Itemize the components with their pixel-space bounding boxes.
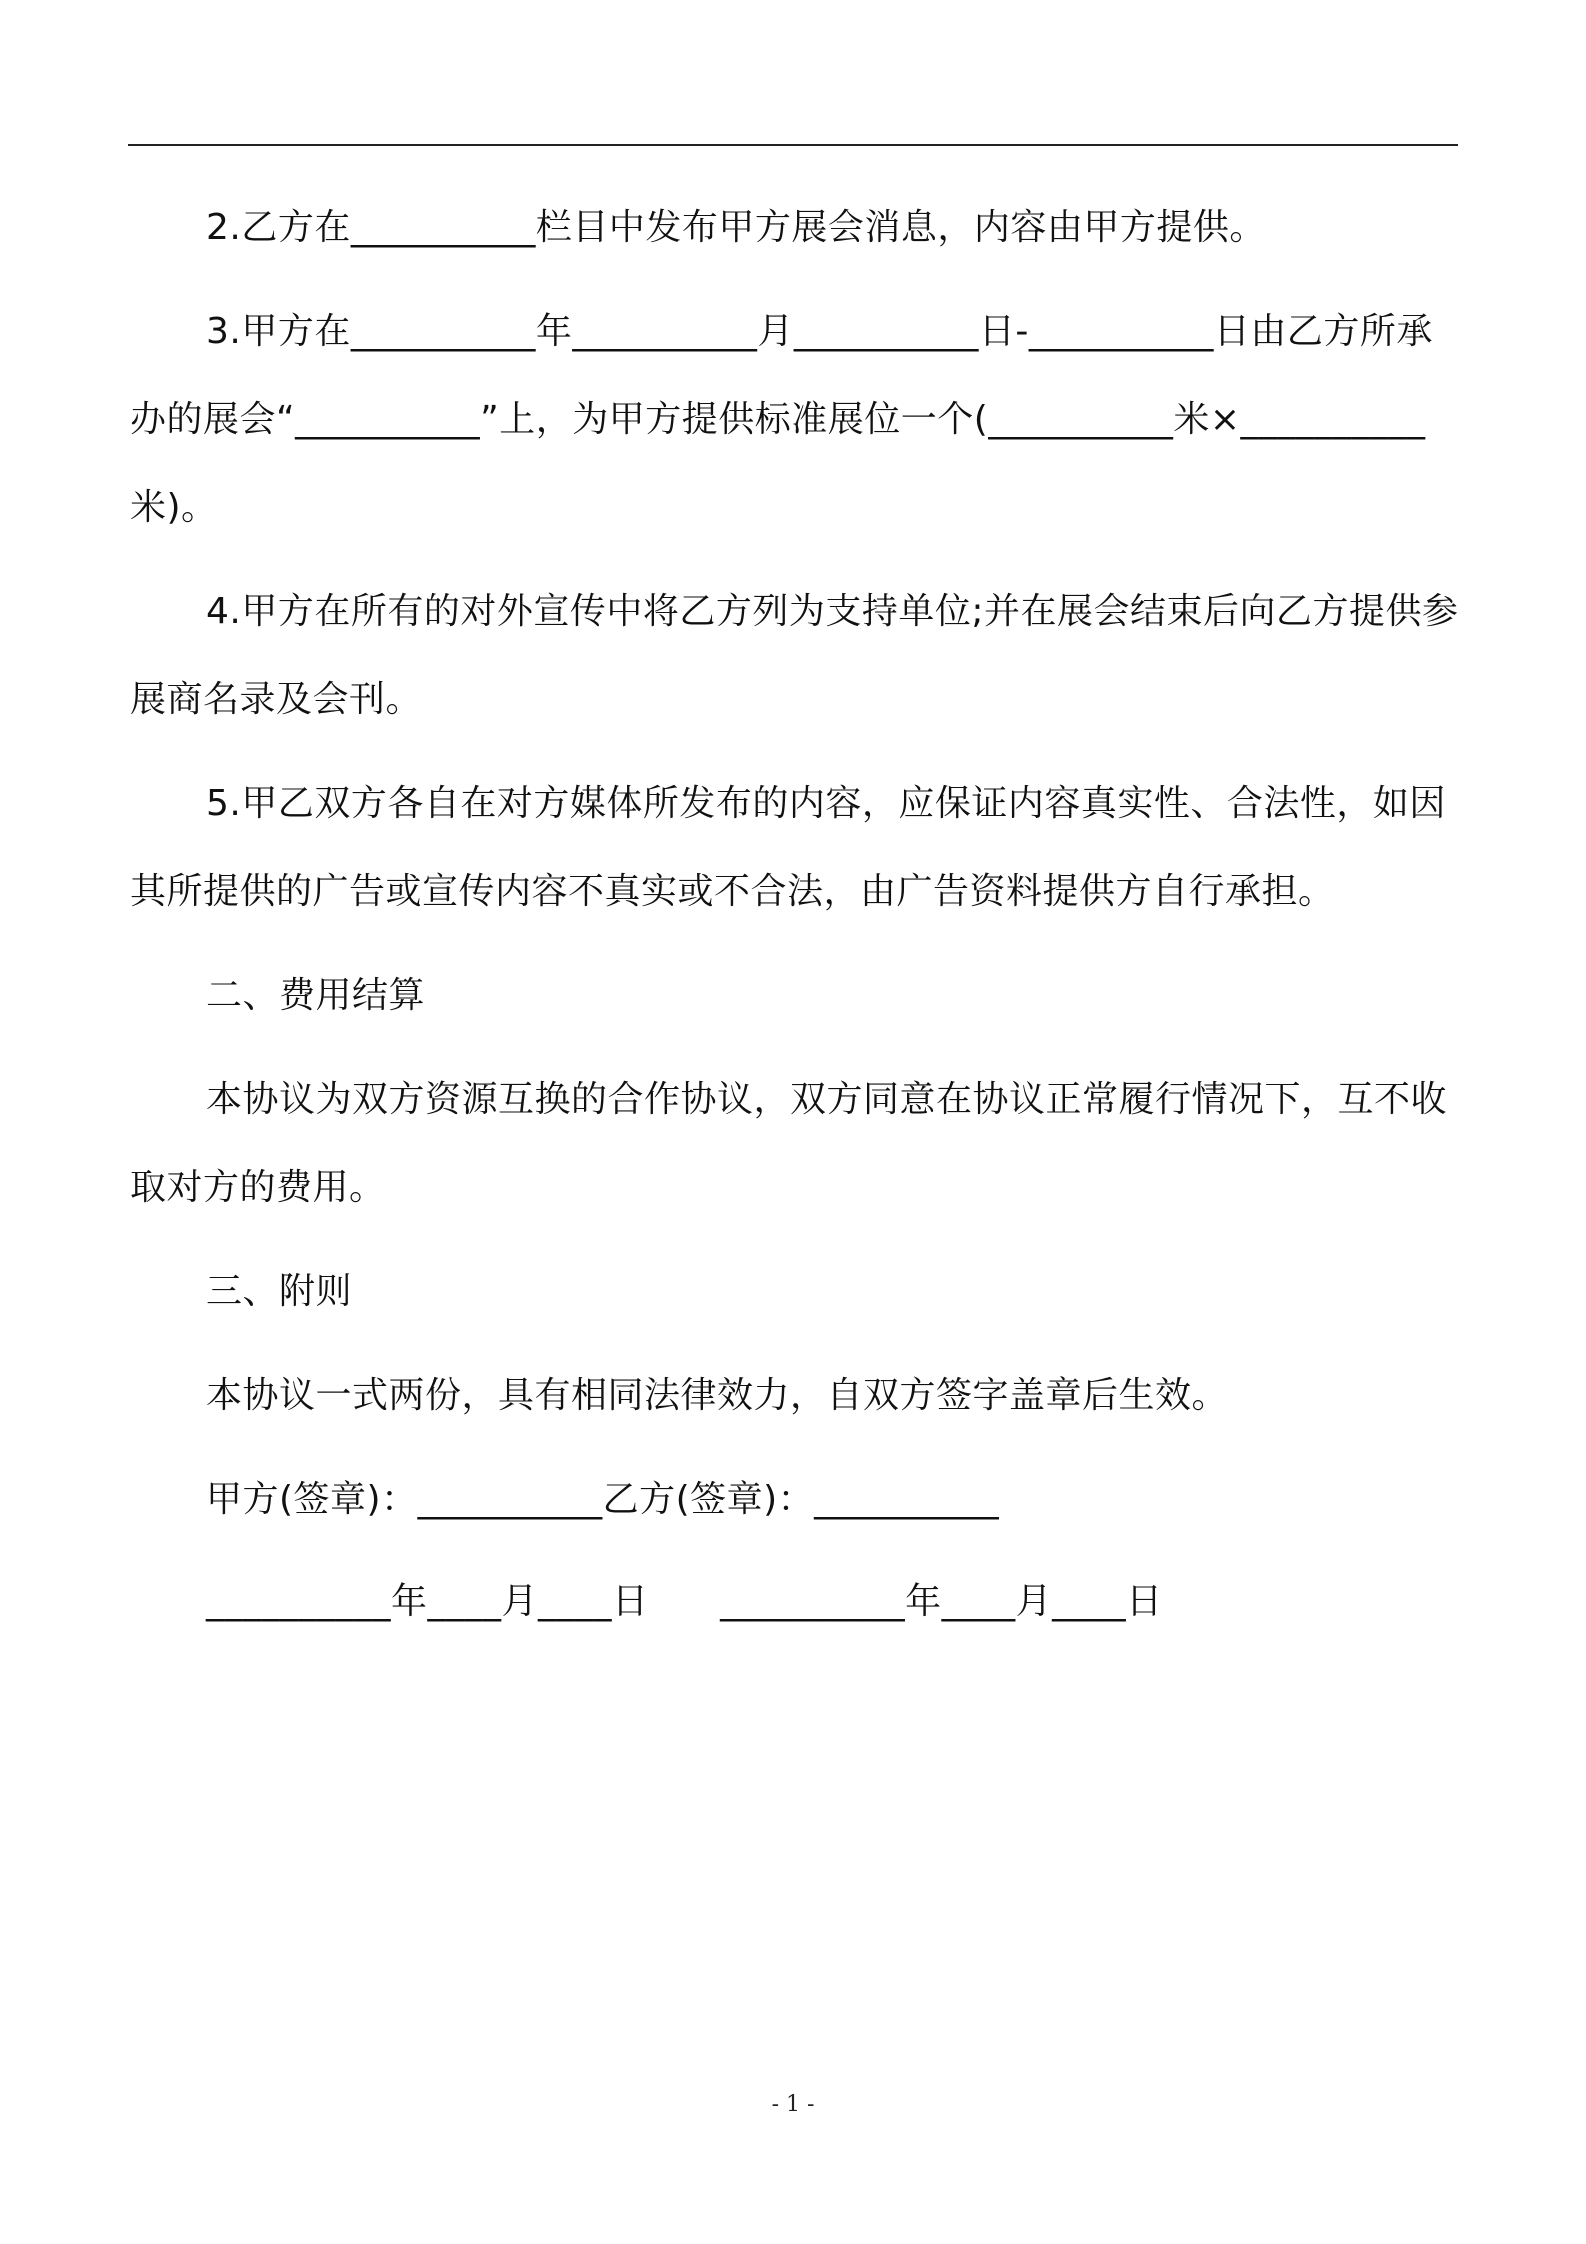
header-rule (128, 144, 1458, 146)
appendix-paragraph: 本协议一式两份，具有相同法律效力，自双方签字盖章后生效。 (206, 1375, 1229, 1416)
fees-paragraph: 本协议为双方资源互换的合作协议，双方同意在协议正常履行情况下，互不收取对方的费用。 (130, 1079, 1448, 1208)
signature-date-line: __________年____月____日 __________年____月____日 (206, 1581, 1163, 1622)
clause-2: 2.乙方在__________栏目中发布甲方展会消息，内容由甲方提供。 (206, 207, 1266, 248)
signature-line: 甲方(签章)：__________乙方(签章)：__________ (206, 1479, 1000, 1520)
clause-5: 5.甲乙双方各自在对方媒体所发布的内容，应保证内容真实性、合法性，如因其所提供的广告或宣传内容不真实或不合法，由广告资料提供方自行承担。 (130, 783, 1446, 912)
clause-3: 3.甲方在__________年__________月__________日-__________日由乙方所承办的展会“__________”上，为甲方提供标准展位一个(__________米×__________米)。 (130, 311, 1433, 528)
section-heading-appendix: 三、附则 (206, 1271, 353, 1312)
document-body (130, 184, 1460, 1660)
clause-4: 4.甲方在所有的对外宣传中将乙方列为支持单位;并在展会结束后向乙方提供参展商名录及会刊。 (130, 591, 1459, 720)
page-number: - 1 - (771, 2092, 815, 2117)
section-heading-fees: 二、费用结算 (206, 975, 426, 1016)
